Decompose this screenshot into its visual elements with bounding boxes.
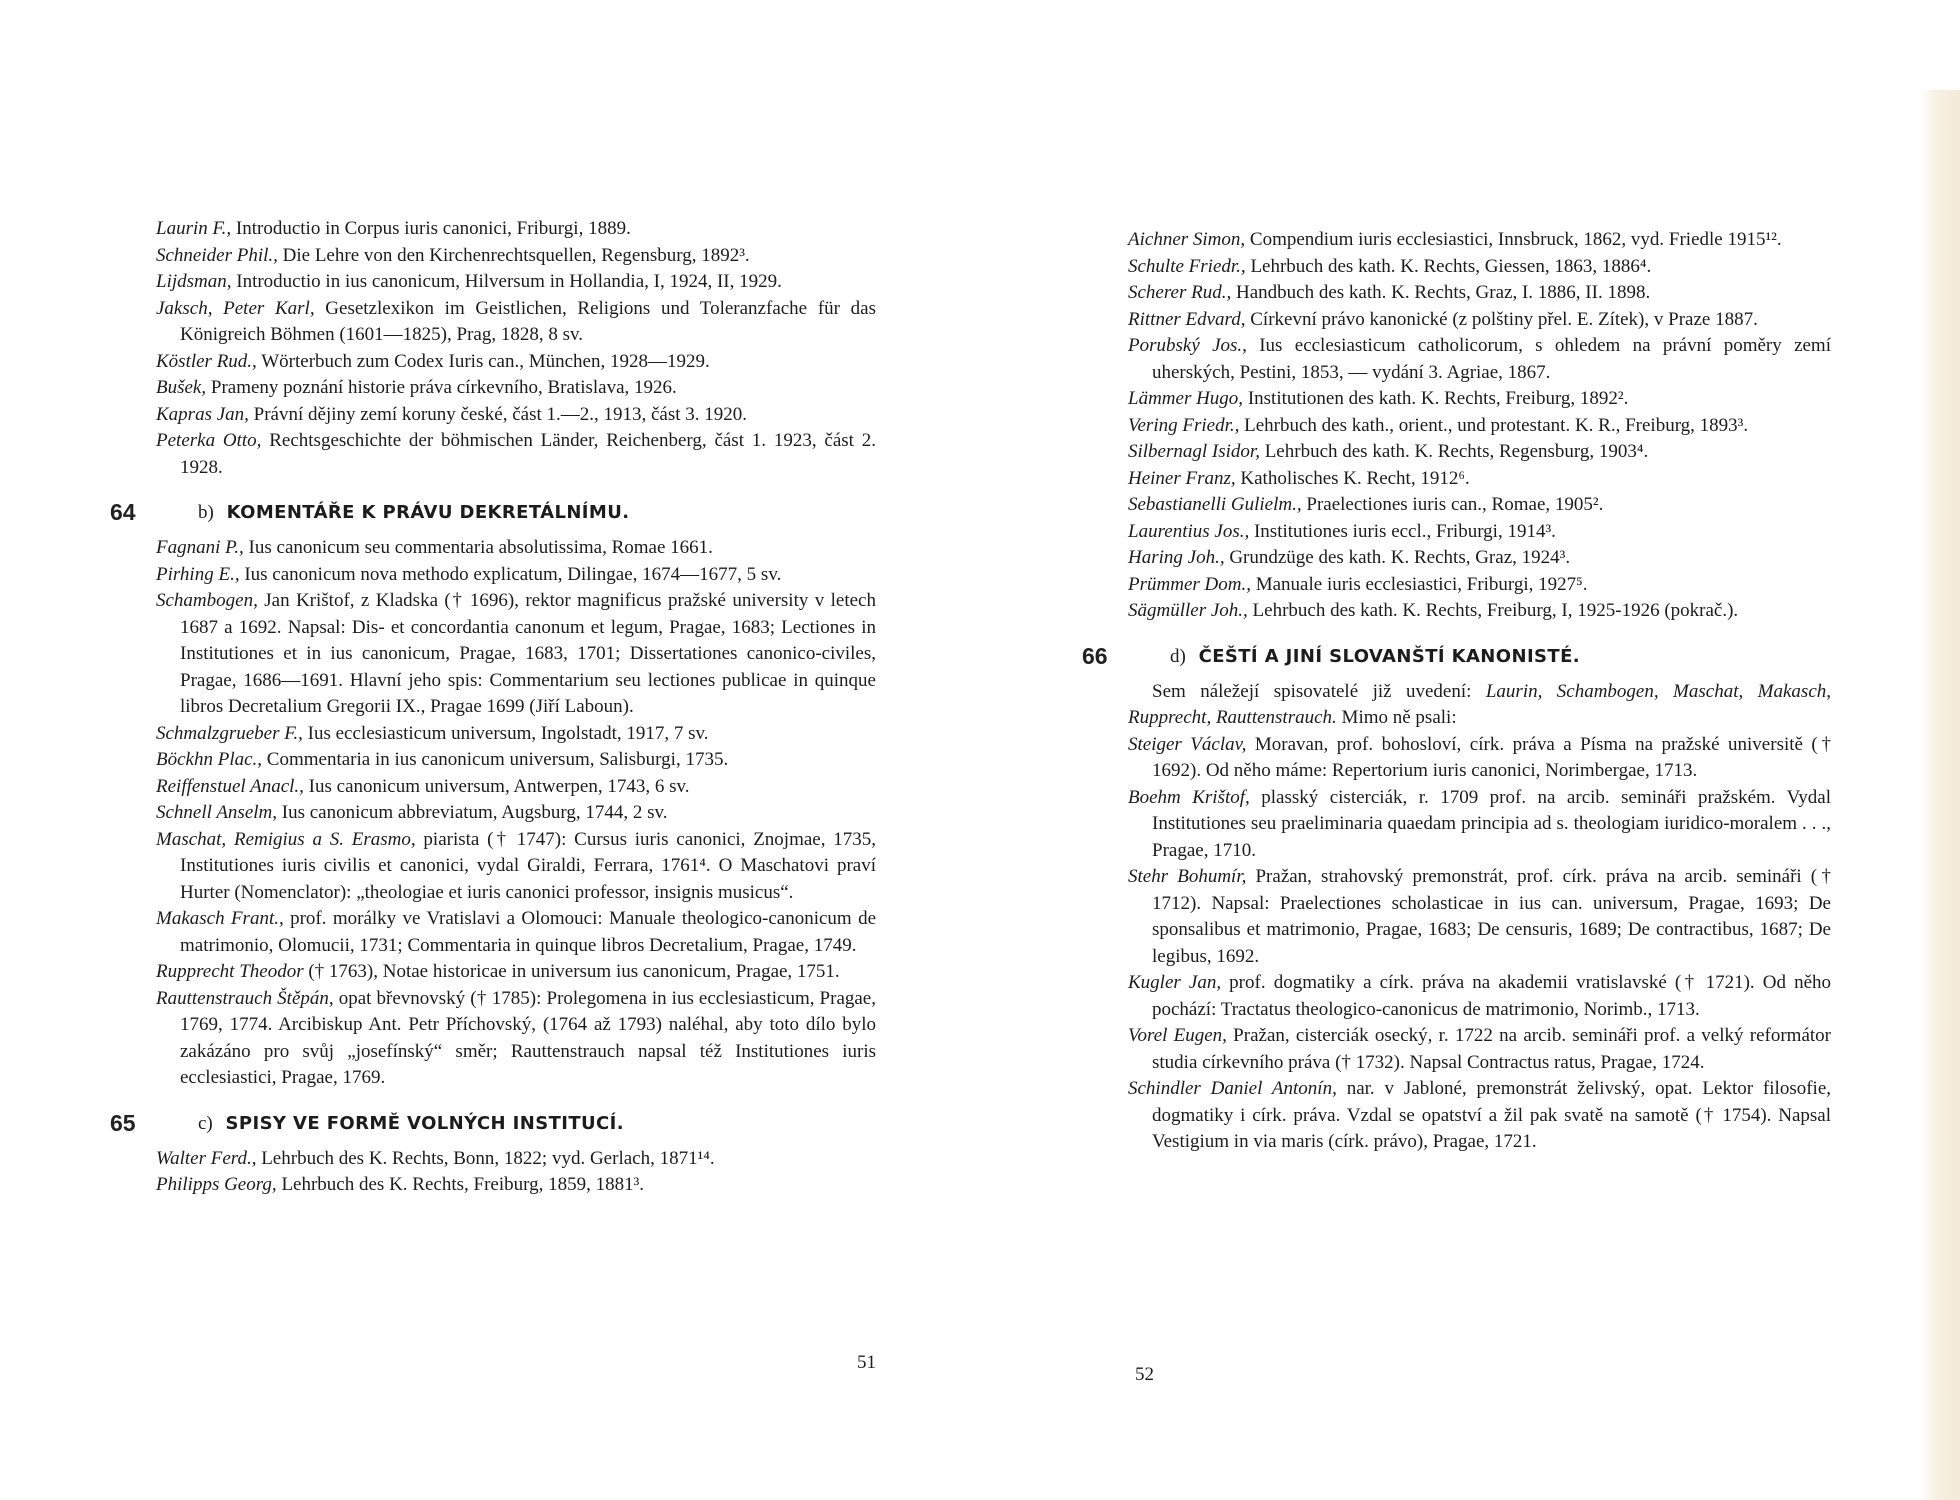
bibliography-entry [156, 800, 876, 827]
entry-author: Silbernagl Isidor, [1128, 441, 1260, 462]
entry-text: Pražan, strahovský premonstrát, prof. círk. práva na arcib. semináři († 1712). Napsal: Praelectiones scholasticae in ius can. universum, Pragae, 1693; De sponsalibus et matrimonio, Pragae, 1683; De censuris, 1689; De contractibus, 1687; De legibus, 1692. [1152, 866, 1831, 967]
entry-text: Introductio in ius canonicum, Hilversum in Hollandia, I, 1924, II, 1929. [231, 271, 782, 292]
section-number: 65 [110, 1109, 136, 1136]
entry-author: Rittner Edvard, [1128, 308, 1246, 330]
entry-text: († 1763), Notae historicae in universum ius canonicum, Pragae, 1751. [303, 961, 840, 982]
entry-text: Lehrbuch des kath. K. Rechts, Freiburg, I, 1925-1926 (pokrač.). [1247, 600, 1739, 621]
entry-author: Schmalzgrueber F., [156, 722, 303, 744]
bibliography-list [156, 1146, 876, 1199]
entry-author: Bušek, [156, 377, 207, 398]
entry-text: Ius canonicum nova methodo explicatum, Dilingae, 1674—1677, 5 sv. [239, 563, 782, 585]
entry-text: Ius ecclesiasticum universum, Ingolstadt, 1917, 7 sv. [302, 722, 709, 744]
bibliography-entry [156, 959, 876, 986]
entry-text: Institutionen des kath. K. Rechts, Freiburg, 1892². [1243, 388, 1629, 409]
entry-text: Ius canonicum abbreviatum, Augsburg, 1744, 2 sv. [277, 802, 668, 823]
entry-text: prof. dogmatiky a círk. práva na akademii vratislavské († 1721). Od něho pochází: Tractatus theologico-canonicus de matrimonio, Norimb., 1713. [1152, 972, 1832, 1020]
entry-author: Schulte Friedr., [1128, 255, 1246, 277]
entry-text: Prameny poznání historie práva církevního, Bratislava, 1926. [206, 377, 677, 398]
entry-text: Manuale iuris ecclesiastici, Friburgi, 1927⁵. [1250, 573, 1588, 595]
bibliography-entry [156, 747, 876, 774]
entry-author: Schnell Anselm, [156, 802, 278, 823]
right-page [980, 0, 1920, 1500]
bibliography-entry [156, 986, 876, 1092]
bibliography-list [1128, 732, 1831, 1156]
entry-text: Pražan, cisterciák osecký, r. 1722 na arcib. semináři prof. a velký reformátor studia církevního práva († 1732). Napsal Contractus ratus, Pragae, 1724. [1152, 1025, 1831, 1073]
entry-author: Köstler Rud., [156, 350, 257, 372]
entry-author: Fagnani P., [156, 537, 244, 558]
entry-text: Gesetzlexikon im Geistlichen, Religions und Toleranzfache für das Königreich Böhmen (1601—1825), Prag, 1828, 8 sv. [180, 297, 877, 345]
entry-author: Kugler Jan, [1128, 972, 1222, 993]
entry-author: Schneider Phil., [156, 244, 278, 266]
entry-author: Boehm Krištof, [1128, 786, 1250, 808]
bibliography-entry [1128, 970, 1831, 1023]
entry-author: Sebastianelli Gulielm., [1128, 494, 1302, 515]
page-number: 52 [1135, 1364, 1154, 1385]
entry-author: Walter Ferd., [156, 1147, 257, 1169]
entry-text: Lehrbuch des kath. K. Rechts, Giessen, 1863, 1886⁴. [1245, 255, 1652, 277]
entry-author: Lijdsman, [156, 271, 232, 292]
entry-text: Církevní právo kanonické (z polštiny přel. E. Zítek), v Praze 1887. [1245, 308, 1758, 330]
entry-text: Wörterbuch zum Codex Iuris can., München, 1928—1929. [256, 350, 710, 372]
bibliography-entry [156, 535, 876, 562]
bibliography-entry [1128, 254, 1831, 281]
section-number: 66 [1082, 642, 1108, 669]
bibliography-entry [1128, 519, 1831, 546]
bibliography-entry [156, 827, 876, 907]
intro-text: Sem náležejí spisovatelé již uvedení: [1152, 680, 1486, 702]
bibliography-entry [156, 721, 876, 748]
bibliography-entry [1128, 413, 1831, 440]
page-number: 51 [857, 1352, 876, 1373]
entry-author: Böckhn Plac., [156, 749, 263, 770]
entry-author: Steiger Václav, [1128, 733, 1247, 755]
entry-text: Ius canonicum seu commentaria absolutissima, Romae 1661. [243, 537, 713, 558]
entry-author: Kapras Jan, [156, 403, 249, 425]
entry-text: piarista († 1747): Cursus iuris canonici, Znojmae, 1735, Institutiones iuris civilis et canonici, vydal Giraldi, Ferrara, 1761⁴. O Maschatovi praví Hurter (Nomenclator): „theologiae et iuris canonici professor, insignis musicus“. [180, 828, 877, 903]
entry-author: Maschat, Remigius a S. Erasmo, [156, 828, 416, 850]
entry-author: Vorel Eugen, [1128, 1025, 1227, 1046]
bibliography-entry [1128, 598, 1831, 625]
bibliography-entry [156, 562, 876, 589]
entry-text: Moravan, prof. bohosloví, círk. práva a Písma na pražské universitě († 1692). Od něho máme: Repertorium iuris canonici, Norimbergae, 1713. [1152, 733, 1831, 781]
entry-text: Compendium iuris ecclesiastici, Innsbruck, 1862, vyd. Friedle 1915¹². [1245, 229, 1782, 250]
entry-text: nar. v Jabloné, premonstrát želivský, opat. Lektor filosofie, dogmatiky i círk. práva. Vzdal se opatství a žil pak svatě na samotě († 1754). Napsal Vestigium in via maris (círk. právo), Pragae, 1721. [1152, 1078, 1832, 1152]
entry-text: Lehrbuch des K. Rechts, Bonn, 1822; vyd. Gerlach, 1871¹⁴. [256, 1147, 715, 1169]
section-title: ČEŠTÍ A JINÍ SLOVANŠTÍ KANONISTÉ. [1198, 645, 1581, 667]
entry-text: Katholisches K. Recht, 1912⁶. [1235, 467, 1470, 489]
entry-text: Commentaria in ius canonicum universum, Salisburgi, 1735. [262, 749, 729, 770]
bibliography-entry [156, 243, 876, 270]
entry-author: Laurentius Jos., [1128, 520, 1250, 542]
entry-author: Heiner Franz, [1128, 467, 1236, 489]
bibliography-entry [1128, 492, 1831, 519]
entry-text: plasský cisterciák, r. 1709 prof. na arcib. semináři pražském. Vydal Institutiones seu praeliminaria quaedam principia ad s. theologiam iuridico-moralem . . ., Pragae, 1710. [1152, 786, 1831, 861]
section-letter: b) [198, 502, 214, 523]
entry-author: Prümmer Dom., [1128, 573, 1251, 595]
entry-text: Jan Krištof, z Kladska († 1696), rektor magnificus pražské university v letech 1687 a 1692. Napsal: Dis- et concordantia canonum et legum, Pragae, 1683; Lectiones in Institutiones et in ius canonicum, Pragae, 1683, 1701; Dissertationes canonico-civiles, Pragae, 1686—1691. Hlavní jeho spis: Commentarium seu lectiones publicae in quinque libros Decretalium Gregorii IX., Pragae 1699 (Jiří Laboun). [180, 590, 876, 717]
bibliography-entry [1128, 785, 1831, 865]
entry-text: Lehrbuch des kath., orient., und protestant. K. R., Freiburg, 1893³. [1239, 414, 1749, 436]
section-intro-paragraph [1128, 679, 1831, 732]
bibliography-entry [156, 906, 876, 959]
bibliography-entry [156, 588, 876, 721]
bibliography-entry [1128, 732, 1831, 785]
entry-author: Peterka Otto, [156, 430, 262, 451]
section-title: KOMENTÁŘE K PRÁVU DEKRETÁLNÍMU. [226, 502, 630, 523]
section-letter: d) [1170, 645, 1186, 667]
entry-text: prof. morálky ve Vratislavi a Olomouci: Manuale theologico-canonicum de matrimonio, Olomucii, 1731; Commentaria in quinque libros Decretalium, Pragae, 1749. [180, 908, 877, 956]
bibliography-entry [1128, 386, 1831, 413]
bibliography-entry [156, 428, 876, 481]
bibliography-entry [1128, 307, 1831, 334]
entry-text: Rechtsgeschichte der böhmischen Länder, Reichenberg, část 1. 1923, část 2. 1928. [180, 430, 876, 478]
section-heading-65 [110, 1109, 876, 1137]
bibliography-entry [1128, 439, 1831, 466]
entry-text: Grundzüge des kath. K. Rechts, Graz, 1924³. [1224, 547, 1571, 568]
bibliography-entry [156, 375, 876, 402]
entry-author: Haring Joh., [1128, 547, 1225, 568]
entry-author: Sägmüller Joh., [1128, 600, 1248, 621]
bibliography-entry [1128, 466, 1831, 493]
section-letter: c) [198, 1112, 213, 1134]
entry-author: Aichner Simon, [1128, 229, 1246, 250]
bibliography-entry [1128, 227, 1831, 254]
bibliography-entry [156, 1172, 876, 1199]
entry-text: Introductio in Corpus iuris canonici, Friburgi, 1889. [231, 218, 631, 239]
entry-author: Jaksch, Peter Karl, [156, 297, 315, 319]
bibliography-list [156, 216, 876, 481]
bibliography-entry [156, 1146, 876, 1173]
bibliography-entry [1128, 1023, 1831, 1076]
section-number: 64 [110, 499, 136, 525]
entry-author: Stehr Bohumír, [1128, 866, 1247, 887]
section-heading-64 [110, 499, 876, 526]
entry-text: Ius canonicum universum, Antwerpen, 1743, 6 sv. [303, 775, 690, 797]
book-page-edge [1920, 90, 1960, 1500]
entry-text: Handbuch des kath. K. Rechts, Graz, I. 1886, II. 1898. [1231, 282, 1651, 303]
bibliography-entry [1128, 864, 1831, 970]
entry-author: Philipps Georg, [156, 1174, 277, 1195]
bibliography-entry [156, 216, 876, 243]
bibliography-entry [156, 774, 876, 801]
entry-text: Die Lehre von den Kirchenrechtsquellen, Regensburg, 1892³. [277, 244, 750, 266]
entry-text: Právní dějiny zemí koruny české, část 1.—2., 1913, část 3. 1920. [248, 403, 748, 425]
bibliography-entry [156, 402, 876, 429]
entry-author: Vering Friedr., [1128, 414, 1240, 436]
bibliography-list [156, 535, 876, 1092]
entry-author: Pirhing E., [156, 563, 240, 585]
entry-text: Praelectiones iuris can., Romae, 1905². [1301, 494, 1604, 515]
bibliography-entry [156, 349, 876, 376]
entry-author: Reiffenstuel Anacl., [156, 775, 304, 797]
entry-text: opat břevnovský († 1785): Prolegomena in ius ecclesiasticum, Pragae, 1769, 1774. Arcibiskup Ant. Petr Příchovský, (1764 až 1793) naléhal, aby toto dílo bylo zakázáno pro svůj „josefínský“ směr; Rauttenstrauch napsal též Institutiones iuris ecclesiastici, Pragae, 1769. [180, 987, 876, 1088]
entry-author: Schindler Daniel Antonín, [1128, 1078, 1337, 1099]
intro-author-names: Laurin, Schambogen, Maschat, Makasch, Rupprecht, Rauttenstrauch. [1128, 680, 1832, 728]
entry-text: Lehrbuch des K. Rechts, Freiburg, 1859, 1881³. [276, 1174, 645, 1195]
entry-author: Porubský Jos., [1128, 335, 1247, 356]
section-heading-66 [1082, 642, 1831, 670]
bibliography-entry [156, 269, 876, 296]
bibliography-entry [1128, 545, 1831, 572]
bibliography-entry [156, 296, 876, 349]
entry-author: Scherer Rud., [1128, 282, 1232, 303]
entry-text: Ius ecclesiasticum catholicorum, s ohledem na právní poměry zemí uherských, Pestini, 1853, — vydání 3. Agriae, 1867. [1152, 335, 1831, 383]
bibliography-entry [1128, 1076, 1831, 1156]
bibliography-entry [1128, 280, 1831, 307]
entry-author: Rupprecht Theodor [156, 961, 304, 982]
entry-author: Schambogen, [156, 590, 258, 611]
right-page-column [1082, 227, 1832, 1156]
entry-author: Rauttenstrauch Štěpán, [156, 987, 334, 1009]
entry-author: Laurin F., [156, 218, 232, 239]
bibliography-entry [1128, 572, 1831, 599]
entry-text: Institutiones iuris eccl., Friburgi, 1914³. [1249, 520, 1556, 542]
section-title: SPISY VE FORMĚ VOLNÝCH INSTITUCÍ. [225, 1112, 624, 1134]
intro-text: Mimo ně psali: [1336, 707, 1457, 728]
entry-author: Lämmer Hugo, [1128, 388, 1244, 409]
entry-author: Makasch Frant., [156, 908, 284, 929]
bibliography-entry [1128, 333, 1831, 386]
bibliography-list [1128, 227, 1831, 625]
entry-text: Lehrbuch des kath. K. Rechts, Regensburg, 1903⁴. [1259, 441, 1649, 462]
left-page-column [110, 216, 877, 1199]
